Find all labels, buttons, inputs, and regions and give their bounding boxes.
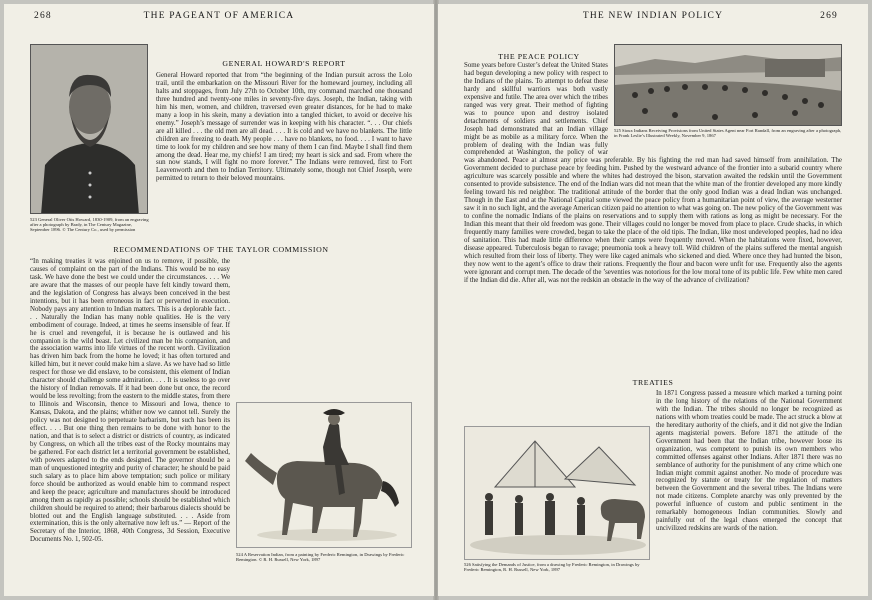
left-page [4, 4, 434, 596]
howard-portrait-caption: 523 General Oliver Otis Howard, 1830-1909, from an engraving after a photograph by Brady, in The Century Magazine, September 1896. © The Century Co., used by permission [30, 217, 149, 233]
taylor-paragraph: “In making treaties it was enjoined on us to remove, if possible, the causes of complaint on the part of the Indians. This would be no easy task. We have done the best we could under the circumstances. . . . We are aware that the masses of our people have felt kindly toward them, and the legislation of Congress has always been conceived in the best intentions, but it has been erroneous in fact or perverted in execution. Nobody pays any attention to Indian matters. This is a deplorable fact. . . . Naturally the Indian has many noble qualities. He is the very embodiment of courage. Indeed, at times he seems insensible of fear. If he is cruel and revengeful, it is because he is outlawed and his companion is the wild beast. Let civilized man be his companion, and the association warms into life virtues of the recent worth. Civilization has driven him back from the home he loved; it has often tortured and killed him, but it never could make him a slave. As we have had so little respect for those we did enslave, to be consistent, this element of Indian character should challenge some admiration. . . . It is useless to go over the history of Indian removals. If it had been done but once, the record would be less revolting; from the eastern to the middle states, from there to Illinois and Wisconsin, thence to Missouri and Iowa, thence to Kansas, Dakota, and the plains; whither now we cannot tell. Surely the policy was not designed to perpetuate barbarism, but such has been its effect. . . . But one thing then remains to be done with honor to the nation, and that is to select a district or districts of country, as indicated by Congress, on which all the tribes east of the Rocky mountains may be gathered. For each district let a territorial government be established, with powers adapted to the ends designed. The governor should be a man of unquestioned integrity and purity of character; he should be paid such salary as to place him above temptation; such police or military force should be authorized as would enable him to command respect and keep the peace; agriculture and manufactures should be introduced among them as rapidly as possible; schools should be established which children should be required to attend; their barbarous dialects should be blotted out and the English language substituted. . . . Aside from extermination, this is the only alternative now left us.” — Report of the Secretary of the Interior, 1868, 40th Congress, 3d Session, Executive Documents No. 1, 502-05. [30, 258, 230, 544]
report-paragraph: General Howard reported that from “the beginning of the Indian pursuit across the Lolo trail, until the embarkation on the Missouri River for the homeward journey, including all halts and stoppages, from July 27th to October 10th, my command marched one thousand three hundred and twenty-one miles in seventy-five days. Joseph, the Indian, taking with him his men, women, and children, traversed even greater distances, for he had to make many a loop in his skein, many a deviation into a tangled thicket, to avoid or deceive his enemy.” Joseph’s message of surrender was in keeping with his character. “. . . Our chiefs are all killed . . . the old men are all dead. . . . It is cold and we have no blankets. The little children are freezing to death. My people . . . have no blankets, no food. . . . I want to have time to look for my children and see how many of them I can find. Maybe I shall find them among the dead. Hear me, my chiefs! I am tired; my heart is sick and sad. From where the sun now stands, I will fight no more forever.” The Indians were removed, first to Fort Leavenworth and then to Indian Territory. Ultimately some, though not Chief Joseph, were permitted to return to their beloved mountains. [156, 72, 412, 183]
sioux-rations-art [615, 45, 842, 126]
right-running-head [468, 11, 838, 25]
howard-portrait [30, 44, 148, 214]
sioux-rations-caption: 525 Sioux Indians Receiving Provisions from United States Agent near Fort Randall, from an engraving after a photograph, in Frank Leslie’s Illustrated Weekly, November 9, 1867 [614, 128, 842, 139]
justice-caption: 526 Satisfying the Demands of Justice, from a drawing by Frederic Remington, in Drawings by Frederic Remington, R. H. Russell, New York, 1897 [464, 562, 640, 573]
left-running-head [34, 11, 404, 25]
reservation-indian-art [237, 403, 412, 548]
report-heading: GENERAL HOWARD'S REPORT [222, 59, 346, 68]
howard-portrait-art [31, 45, 148, 214]
left-running-title: THE PAGEANT OF AMERICA [143, 11, 295, 21]
treaties-heading: TREATIES [632, 378, 674, 387]
justice-illustration [464, 426, 650, 560]
peace-paragraph: Some years before Custer’s defeat the United States had begun developing a new policy with respect to the Indians of the plains. To attempt to defeat these hardy and skillful warriors was both vastly expensive and futile. The area over which the tribes ranged was very great. Their method of fighting was to pounce upon and destroy isolated detachments of soldiers and settlements. Chief Joseph had demonstrated that an Indian village might be as mobile as a military force. When the problem of dealing with the Indian was fully comprehended at Washington, the policy of war was abandoned. Peace at almost any price was preferable. By his fighting the red man had saved himself from annihilation. The Government decided to purchase peace by feeding him. Pushed by the westward advance of the frontier into a subarid country where agriculture was scarcely possible and where the whites had destroyed the bison, starvation awaited the redskin until the Government consented to provide subsistence. The end of the Indian wars did not mean that the white man of the frontier developed any more kindly feeling toward his red neighbor. The traditional attitude of the border that the only good Indian was a dead Indian was unchanged. Though in the East and at the National Capital some viewed the peace policy from a humanitarian point of view, the average westerner saw it in no such light, and the average American citizen paid no attention to what was going on. The new policy of the Government was to confine the nomadic Indians of the plains on reservations and to supply them with rations as long as might be necessary. For the Indian this meant that their old freedom was gone. Their villages could no longer be moved from place to place. Crude shacks, in which frequently many families were crowded, began to take the place of the old tipis. The Indian, like most undeveloped peoples, had no idea of sanitation. This had made little difference when their camps were frequently moved. When the habitations were fixed, however, disease appeared. Tuberculosis began to ravage; pneumonia took a heavy toll. Wild children of the plains suffered the mental anguish which resulted from their loss of liberty. They were like caged animals who sickened and died. Where once they had hunted the bison, they now went to the agent’s office to draw their rations. Frequently the flour and bacon were unfit for use. Frequently also the agents were ignorant and corrupt men. The decade of the ’seventies was notorious for the low moral tone of its public life. Few white men cared if the Indian did die. After all, was not the redskin an obstacle in the way of the advance of civilization? [464, 62, 842, 284]
justice-art [465, 427, 650, 560]
right-page-number: 269 [820, 11, 838, 21]
reservation-indian-illustration [236, 402, 412, 548]
right-running-title: THE NEW INDIAN POLICY [582, 11, 724, 21]
left-page-number: 268 [34, 11, 52, 21]
taylor-heading: RECOMMENDATIONS OF THE TAYLOR COMMISSION [113, 245, 329, 254]
treaties-paragraph: In 1871 Congress passed a measure which marked a turning point in the long history of the relations of the National Government with the Indian. The tribes should no longer be recognized as nations with whom treaties could be made. The act struck a blow at the hereditary authority of the chiefs, and it did not give the Indian agents magisterial powers. Before 1871 the attitude of the Government had been that the Indian tribe, however loose its organization, was competent to punish its own members who committed offenses against other Indians. After 1871 there was no semblance of authority for the punishment of any crime which one Indian might commit against another. No mode of procedure was recognized by statute or treaty for the regulation of matters between the Government and the several tribes. The Indians were not made citizens. Complete anarchy was only prevented by the powerful influence of custom and public sentiment in the remarkably homogeneous Indian communities. Slowly and painfully out of the legal chaos emerged the concept that uncivilized redskins are wards of the nation. [656, 390, 842, 533]
right-page [438, 4, 868, 596]
reservation-indian-caption: 524 A Reservation Indian, from a painting by Frederic Remington, in Drawings by Frederic Remington. © R. H. Russell, New York, 1897 [236, 552, 405, 563]
report-text [156, 72, 412, 242]
sioux-rations-engraving [614, 44, 842, 126]
peace-heading: THE PEACE POLICY [498, 52, 580, 61]
